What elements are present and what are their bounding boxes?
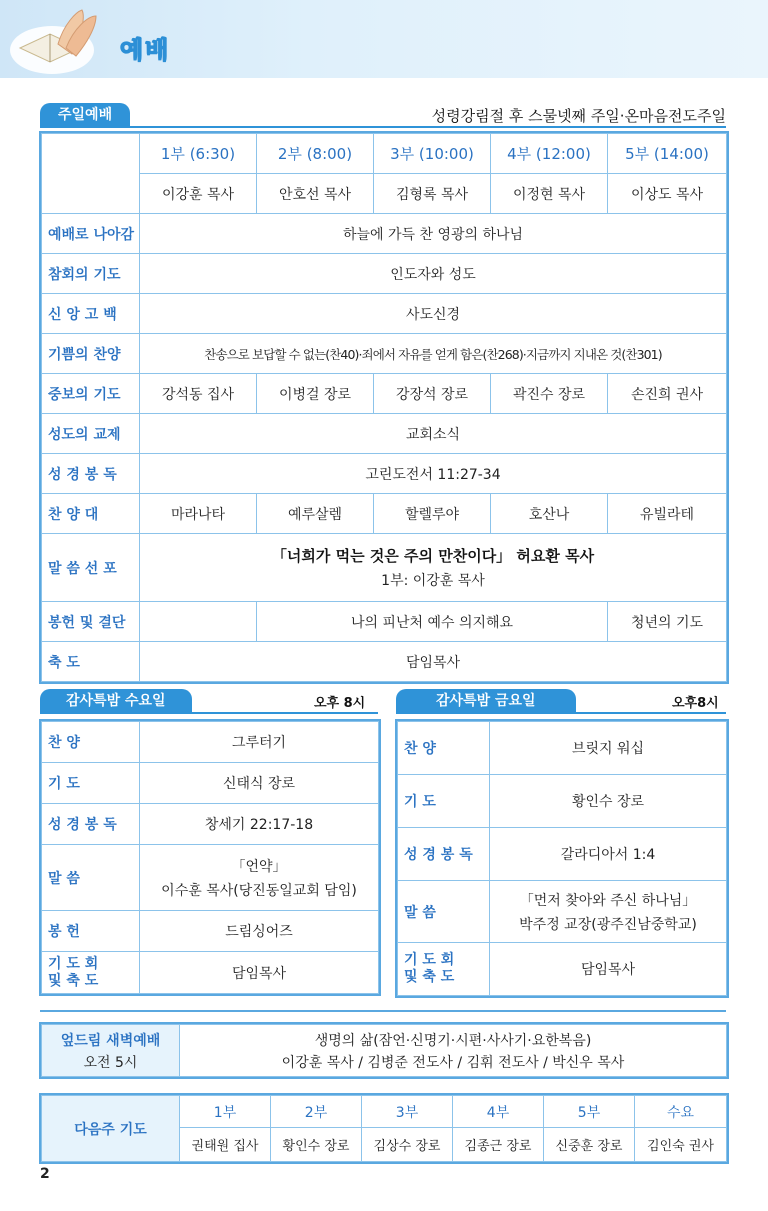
sermon-title: 「너희가 먹는 것은 주의 만찬이다」 허요환 목사 [271, 547, 595, 565]
service-4-time: 4부 (12:00) [491, 134, 608, 174]
benediction-value: 담임목사 [140, 642, 727, 682]
fellowship-label: 성도의 교제 [42, 414, 140, 454]
next-person-1: 권태원 집사 [180, 1128, 271, 1162]
fri-label-2: 기 도 [398, 775, 490, 828]
offering-label: 봉헌 및 결단 [42, 602, 140, 642]
wed-label-1: 찬 양 [42, 722, 140, 763]
sunday-tab: 주일예배 [40, 103, 130, 127]
dawn-line-1: 생명의 삶(잠언·신명기·시편·사사기·요한복음) [314, 1032, 592, 1049]
entry-value: 하늘에 가득 찬 영광의 하나님 [140, 214, 727, 254]
wed-value-2: 신태식 장로 [140, 763, 379, 804]
wed-label-6a: 기 도 회 [48, 955, 99, 972]
reading-value: 고린도전서 11:27-34 [140, 454, 727, 494]
service-5-time: 5부 (14:00) [608, 134, 727, 174]
praying-hands-bible-icon [6, 4, 116, 76]
next-service-3: 3부 [362, 1096, 453, 1128]
fri-value-3: 갈라디아서 1:4 [490, 828, 727, 881]
fri-value-2: 황인수 장로 [490, 775, 727, 828]
offering-prayer: 청년의 기도 [608, 602, 727, 642]
next-service-1: 1부 [180, 1096, 271, 1128]
fri-label-4: 말 씀 [398, 881, 490, 943]
dawn-content-cell [180, 1025, 727, 1077]
fri-label-5 [398, 943, 490, 996]
next-prayer-label: 다음주 기도 [42, 1096, 180, 1162]
wed-value-3: 창세기 22:17-18 [140, 804, 379, 845]
page-header [0, 0, 768, 78]
offering-hymn: 나의 피난처 예수 의지해요 [257, 602, 608, 642]
fri-label-5b: 및 축 도 [404, 969, 455, 985]
wed-value-5: 드림싱어즈 [140, 911, 379, 952]
sunday-service-table [41, 133, 727, 682]
next-person-4: 김종근 장로 [453, 1128, 544, 1162]
dawn-label: 엎드림 새벽예배 [60, 1032, 161, 1049]
creed-value: 사도신경 [140, 294, 727, 334]
empty-corner-cell [42, 134, 140, 214]
choir-2: 예루살렘 [257, 494, 374, 534]
wed-sermon-sub: 이수훈 목사(당진동일교회 담임) [161, 882, 357, 899]
next-person-2: 황인수 장로 [271, 1128, 362, 1162]
intercession-person-2: 이병걸 장로 [257, 374, 374, 414]
choir-3: 할렐루야 [374, 494, 491, 534]
sunday-subtitle: 성령강림절 후 스물넷째 주일·온마음전도주일 [431, 107, 726, 125]
wednesday-tab: 감사특밤 수요일 [40, 689, 192, 713]
praise-label: 기쁨의 찬양 [42, 334, 140, 374]
dawn-service-table [41, 1024, 727, 1077]
next-service-wed: 수요 [635, 1096, 727, 1128]
intercession-label: 중보의 기도 [42, 374, 140, 414]
choir-1: 마라나타 [140, 494, 257, 534]
intercession-person-4: 곽진수 장로 [491, 374, 608, 414]
service-3-pastor: 김형록 목사 [374, 174, 491, 214]
sermon-sub: 1부: 이강훈 목사 [381, 573, 485, 589]
intercession-person-1: 강석동 집사 [140, 374, 257, 414]
wed-label-5: 봉 헌 [42, 911, 140, 952]
next-prayer-table [41, 1095, 727, 1162]
sunday-tab-line [40, 126, 726, 128]
fri-label-3: 성 경 봉 독 [398, 828, 490, 881]
wed-sermon-cell [140, 845, 379, 911]
service-2-time: 2부 (8:00) [257, 134, 374, 174]
fri-label-1: 찬 양 [398, 722, 490, 775]
reading-label: 성 경 봉 독 [42, 454, 140, 494]
fellowship-value: 교회소식 [140, 414, 727, 454]
service-1-time: 1부 (6:30) [140, 134, 257, 174]
fri-label-5a: 기 도 회 [404, 952, 455, 968]
fri-value-5: 담임목사 [490, 943, 727, 996]
wednesday-time: 오후 8시 [314, 696, 366, 711]
friday-tab-line [396, 712, 726, 714]
wed-label-6 [42, 952, 140, 994]
service-3-time: 3부 (10:00) [374, 134, 491, 174]
next-person-wed: 김인숙 권사 [635, 1128, 727, 1162]
friday-table [397, 721, 727, 996]
service-4-pastor: 이정현 목사 [491, 174, 608, 214]
wed-value-6: 담임목사 [140, 952, 379, 994]
choir-5: 유빌라테 [608, 494, 727, 534]
wed-label-4: 말 씀 [42, 845, 140, 911]
fri-sermon-sub: 박주정 교장(광주진남중학교) [519, 916, 697, 933]
dawn-label-cell [42, 1025, 180, 1077]
sermon-label: 말 씀 선 포 [42, 534, 140, 602]
wednesday-table [41, 721, 379, 994]
friday-tab: 감사특밤 금요일 [396, 689, 576, 713]
section-divider [40, 1010, 726, 1012]
entry-label: 예배로 나아감 [42, 214, 140, 254]
service-5-pastor: 이상도 목사 [608, 174, 727, 214]
repent-label: 참회의 기도 [42, 254, 140, 294]
intercession-person-5: 손진희 권사 [608, 374, 727, 414]
sermon-cell [140, 534, 727, 602]
next-service-2: 2부 [271, 1096, 362, 1128]
fri-sermon-cell [490, 881, 727, 943]
intercession-person-3: 강장석 장로 [374, 374, 491, 414]
friday-time: 오후8시 [672, 696, 719, 711]
next-service-5: 5부 [544, 1096, 635, 1128]
page-number: 2 [40, 1166, 50, 1182]
offering-empty-cell [140, 602, 257, 642]
next-person-5: 신중훈 장로 [544, 1128, 635, 1162]
next-person-3: 김상수 장로 [362, 1128, 453, 1162]
choir-label: 찬 양 대 [42, 494, 140, 534]
next-service-4: 4부 [453, 1096, 544, 1128]
page-title: 예배 [120, 36, 171, 64]
choir-4: 호산나 [491, 494, 608, 534]
praise-value: 찬송으로 보답할 수 없는(찬40)·죄에서 자유를 얻게 함은(찬268)·지금까지 지내온 것(찬301) [140, 334, 727, 374]
service-2-pastor: 안호선 목사 [257, 174, 374, 214]
dawn-line-2: 이강훈 목사 / 김병준 전도사 / 김휘 전도사 / 박신우 목사 [281, 1054, 625, 1071]
wed-label-2: 기 도 [42, 763, 140, 804]
fri-sermon-title: 「먼저 찾아와 주신 하나님」 [519, 892, 697, 909]
wed-label-6b: 및 축 도 [48, 972, 99, 989]
benediction-label: 축 도 [42, 642, 140, 682]
wednesday-tab-line [40, 712, 378, 714]
creed-label: 신 앙 고 백 [42, 294, 140, 334]
service-1-pastor: 이강훈 목사 [140, 174, 257, 214]
wed-sermon-title: 「언약」 [231, 858, 287, 875]
wed-value-1: 그루터기 [140, 722, 379, 763]
repent-value: 인도자와 성도 [140, 254, 727, 294]
fri-value-1: 브릿지 워십 [490, 722, 727, 775]
dawn-time: 오전 5시 [83, 1054, 138, 1071]
wed-label-3: 성 경 봉 독 [42, 804, 140, 845]
